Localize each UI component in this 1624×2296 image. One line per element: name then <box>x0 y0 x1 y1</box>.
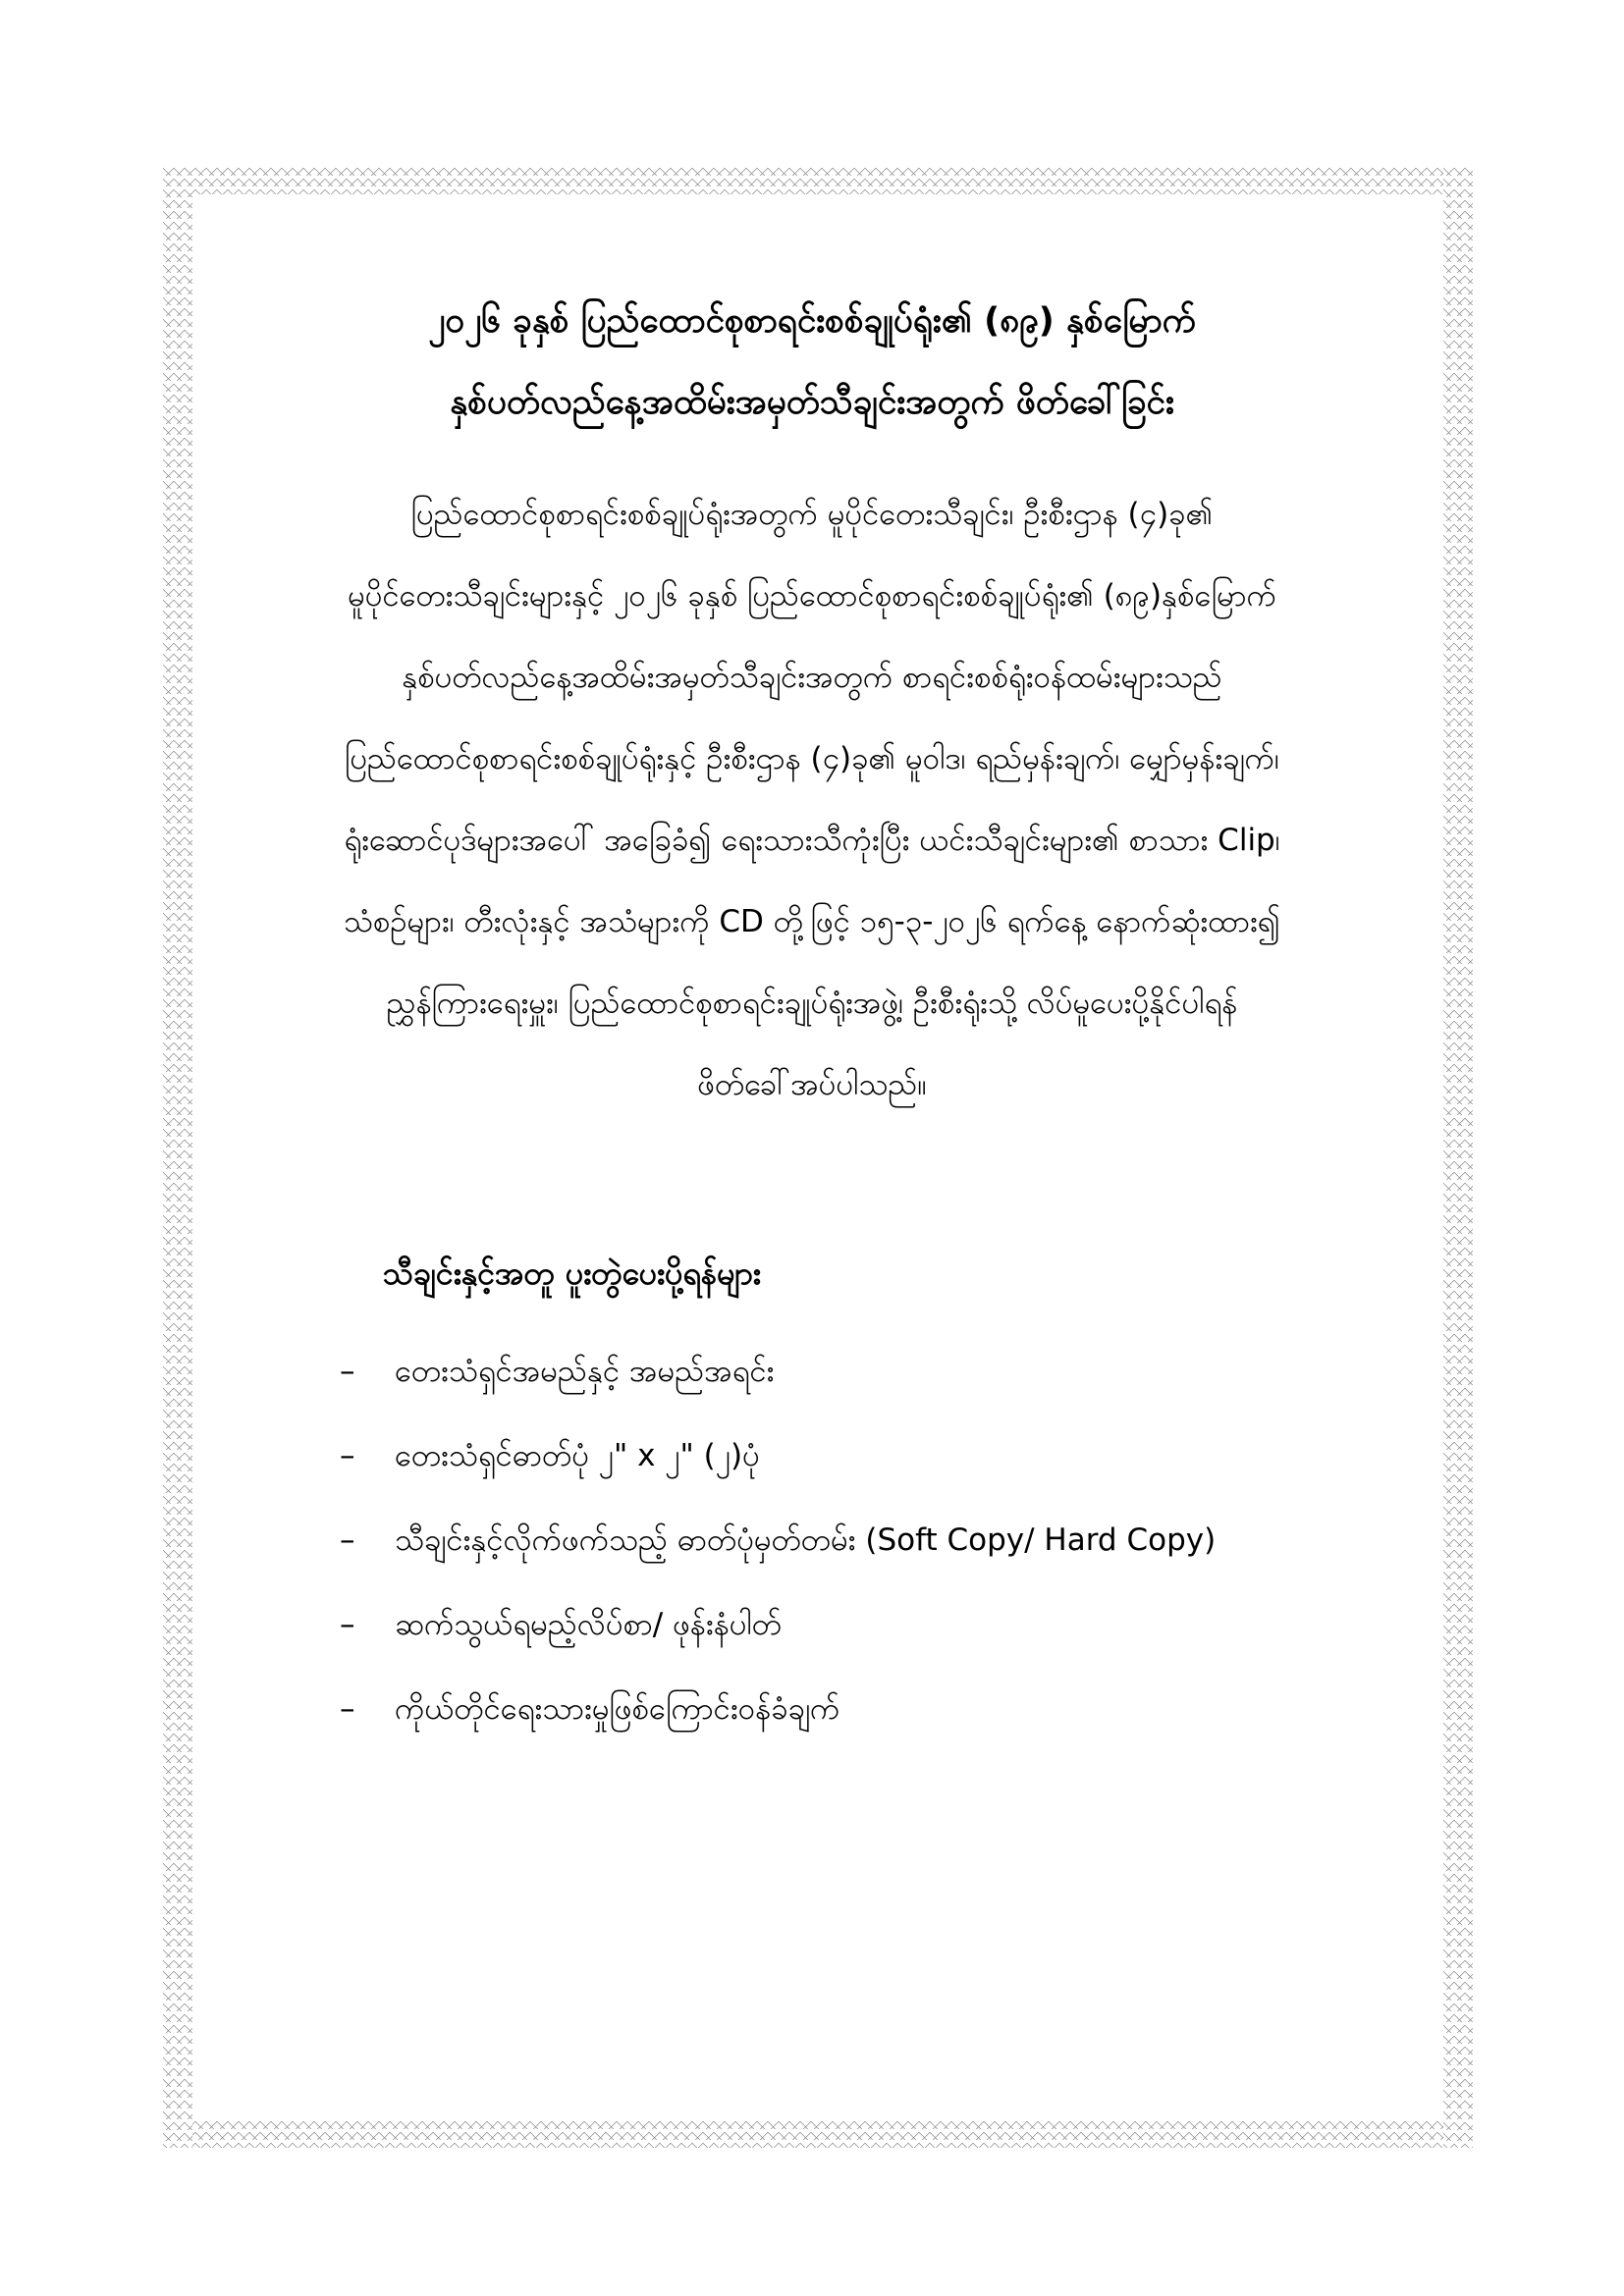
list-item-text: သီချင်းနှင့်လိုက်ဖက်သည့် ဓာတ်ပုံမှတ်တမ်း (Soft Copy/ Hard Copy) <box>395 1522 1217 1558</box>
decorative-border-left <box>163 165 192 2148</box>
heading-line-1: ၂၀၂၆ ခုနှစ် ပြည်ထောင်စုစာရင်းစစ်ချုပ်ရုံး၏ (၈၉) နှစ်မြောက် <box>428 301 1196 341</box>
list-bullet: – <box>340 1438 355 1473</box>
list-item <box>340 1347 1216 1431</box>
invitation-body <box>222 474 1402 1126</box>
decorative-border-top <box>163 165 1473 194</box>
body-line: နှစ်ပတ်လည်နေ့အထိမ်းအမှတ်သီချင်းအတွက် စာရင်းစစ်ရုံးဝန်ထမ်းများသည် <box>402 660 1222 695</box>
decorative-border-right <box>1443 165 1473 2148</box>
requirements-title: သီချင်းနှင့်အတူ ပူးတွဲပေးပို့ရန်များ <box>383 1255 761 1292</box>
list-item-text: ဆက်သွယ်ရမည့်လိပ်စာ/ ဖုန်းနံပါတ် <box>395 1607 782 1642</box>
body-line: ဖိတ်ခေါ်အပ်ပါသည်။ <box>697 1067 927 1102</box>
requirements-list <box>340 1347 1216 1769</box>
body-line: ပြည်ထောင်စုစာရင်းစစ်ချုပ်ရုံးနှင့် ဦးစီးဌာန (၄)ခု၏ မူဝါဒ၊ ရည်မှန်းချက်၊ မျှော်မှန်းချက်၊ <box>345 741 1279 776</box>
body-line: ညွှန်ကြားရေးမှူး၊ ပြည်ထောင်စုစာရင်းချုပ်ရုံးအဖွဲ့၊ ဦးစီးရုံးသို့ လိပ်မူပေးပို့နိုင်ပါရန် <box>386 986 1238 1021</box>
list-item <box>340 1684 1216 1769</box>
list-item-text: ကိုယ်တိုင်ရေးသားမှုဖြစ်ကြောင်းဝန်ခံချက် <box>395 1691 840 1727</box>
list-item-text: တေးသံရှင်ဓာတ်ပုံ ၂" x ၂" (၂)ပုံ <box>395 1438 760 1473</box>
list-item <box>340 1600 1216 1684</box>
list-item-text: တေးသံရှင်အမည်နှင့် အမည်အရင်း <box>395 1354 775 1389</box>
body-line: ပြည်ထောင်စုစာရင်းစစ်ချုပ်ရုံးအတွက် မူပိုင်တေးသီချင်း၊ ဦးစီးဌာန (၄)ခု၏ <box>410 497 1214 532</box>
body-line: သံစဉ်များ၊ တီးလုံးနှင့် အသံများကို CD တို့ဖြင့် ၁၅-၃-၂၀၂၆ ရက်နေ့ နောက်ဆုံးထား၍ <box>343 904 1281 939</box>
list-item <box>340 1431 1216 1516</box>
heading-line-2: နှစ်ပတ်လည်နေ့အထိမ်းအမှတ်သီချင်းအတွက် ဖိတ်ခေါ်ခြင်း <box>450 383 1174 422</box>
body-line: မူပိုင်တေးသီချင်းများနှင့် ၂၀၂၆ ခုနှစ် ပြည်ထောင်စုစာရင်းစစ်ချုပ်ရုံး၏ (၈၉)နှစ်မြောက် <box>348 578 1276 614</box>
list-item <box>340 1516 1216 1600</box>
list-bullet: – <box>340 1691 355 1727</box>
list-bullet: – <box>340 1607 355 1642</box>
list-bullet: – <box>340 1522 355 1558</box>
decorative-border-bottom <box>163 2118 1473 2148</box>
body-line: ရုံးဆောင်ပုဒ်များအပေါ် အခြေခံ၍ ရေးသားသီကုံးပြီး ယင်းသီချင်းများ၏ စာသား Clip၊ <box>344 823 1280 858</box>
list-bullet: – <box>340 1354 355 1389</box>
